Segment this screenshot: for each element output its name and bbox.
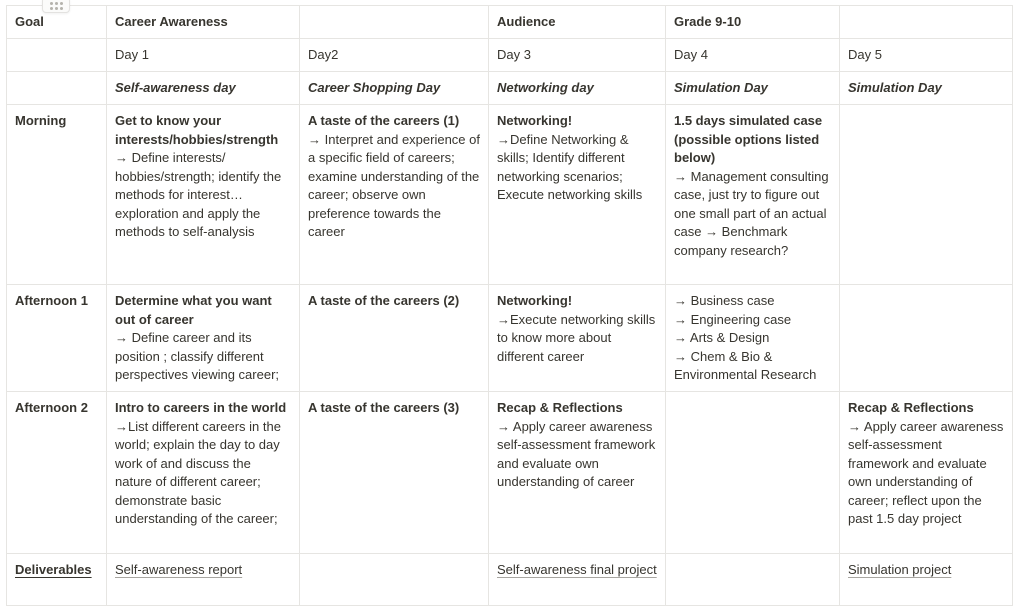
activity-description: → Apply career awareness self-assessment framework and evaluate own understanding of career; reflect upon the past 1.5 day project [848,418,1004,526]
activity-cell[interactable] [489,392,666,554]
activity-cell[interactable] [300,285,489,392]
activity-title: Get to know your interests/hobbies/strength [115,113,279,147]
activity-title: Recap & Reflections [848,400,974,415]
day-cell[interactable] [489,39,666,72]
theme-cell[interactable] [666,72,840,105]
schedule-table [6,5,1013,606]
row-label: Deliverables [15,562,92,577]
goal-value-cell[interactable] [107,6,300,39]
row-label-cell[interactable] [7,105,107,285]
row-label-cell[interactable] [7,554,107,606]
day-label: Day2 [308,47,339,62]
activity-title: A taste of the careers (1) [308,113,460,128]
drag-handle-icon [50,2,63,10]
case-option: → Chem & Bio & Environmental Research [674,348,817,382]
case-option: → Arts & Design [674,330,770,345]
day-cell[interactable] [107,39,300,72]
table-row-themes [7,72,1013,105]
deliverable-cell[interactable] [107,554,300,606]
empty-corner-cell[interactable] [7,39,107,72]
activity-description: → Apply career awareness self-assessment framework and evaluate own understanding of career [497,418,656,489]
day-cell[interactable] [666,39,840,72]
theme-label: Career Shopping Day [308,80,441,95]
table-row-afternoon-1 [7,285,1013,392]
activity-cell[interactable] [666,285,840,392]
activity-description: →Execute networking skills to know more about different career [497,311,656,364]
day-cell[interactable] [840,39,1013,72]
activity-cell[interactable] [300,105,489,285]
empty-corner-cell[interactable] [7,72,107,105]
deliverable-cell[interactable] [666,554,840,606]
theme-cell[interactable] [840,72,1013,105]
activity-cell[interactable] [666,105,840,285]
activity-title: Recap & Reflections [497,400,623,415]
case-option: → Engineering case [674,311,792,327]
activity-title: A taste of the careers (3) [308,400,460,415]
theme-cell[interactable] [107,72,300,105]
row-label-cell[interactable] [7,285,107,392]
audience-value-cell[interactable] [666,6,840,39]
row-label: Afternoon 1 [15,293,88,308]
activity-title: 1.5 days simulated case (possible options listed below) [674,113,823,165]
activity-title: Determine what you want out of career [115,293,272,327]
activity-cell[interactable] [300,392,489,554]
table-row-deliverables [7,554,1013,606]
activity-description: → Define career and its position ; classify different perspectives viewing career; [115,330,280,382]
activity-description: →List different careers in the world; explain the day to day work of and discuss the nature of different career; demonstrate basic understanding of the career; [115,418,281,526]
activity-description: → Define interests/ hobbies/strength; identify the methods for interest… exploration and apply the methods to self-analysis [115,150,282,239]
activity-cell[interactable] [107,105,300,285]
activity-cell[interactable] [666,392,840,554]
table-row-header [7,6,1013,39]
row-label-cell[interactable] [7,392,107,554]
deliverable-cell[interactable] [300,554,489,606]
day-label: Day 5 [848,47,882,62]
deliverable-cell[interactable] [840,554,1013,606]
activity-title: Networking! [497,113,573,128]
activity-description: → Management consulting case, just try to figure out one small part of an actual case → Benchmark company research? [674,168,829,258]
activity-cell[interactable] [840,285,1013,392]
activity-cell[interactable] [840,105,1013,285]
table-drag-handle[interactable] [42,0,70,13]
activity-cell[interactable] [489,285,666,392]
activity-description: →Define Networking & skills; Identify different networking scenarios; Execute networking skills [497,131,643,202]
table-row-morning [7,105,1013,285]
deliverable-cell[interactable] [489,554,666,606]
day-label: Day 3 [497,47,531,62]
theme-label: Simulation Day [848,80,942,95]
audience-label-cell[interactable] [489,6,666,39]
day-label: Day 1 [115,47,149,62]
row-label: Afternoon 2 [15,400,88,415]
deliverable-link[interactable]: Self-awareness final project [497,562,657,577]
theme-cell[interactable] [300,72,489,105]
activity-cell[interactable] [840,392,1013,554]
empty-header-cell[interactable] [300,6,489,39]
activity-description: → Interpret and experience of a specific field of careers; examine understanding of the career; observe own preference towards the career [308,131,480,239]
activity-title: Networking! [497,293,573,308]
activity-cell[interactable] [107,392,300,554]
day-label: Day 4 [674,47,708,62]
table-row-afternoon-2 [7,392,1013,554]
row-label: Morning [15,113,67,128]
table-row-days [7,39,1013,72]
theme-label: Simulation Day [674,80,768,95]
goal-value: Career Awareness [115,14,228,29]
activity-cell[interactable] [107,285,300,392]
activity-title: Intro to careers in the world [115,400,287,415]
audience-label: Audience [497,14,556,29]
theme-cell[interactable] [489,72,666,105]
case-option: → Business case [674,293,775,308]
theme-label: Networking day [497,80,594,95]
deliverable-link[interactable]: Self-awareness report [115,562,243,577]
theme-label: Self-awareness day [115,80,236,95]
empty-header-cell[interactable] [840,6,1013,39]
deliverable-link[interactable]: Simulation project [848,562,952,577]
day-cell[interactable] [300,39,489,72]
goal-label: Goal [15,14,44,29]
activity-title: A taste of the careers (2) [308,293,460,308]
audience-value: Grade 9-10 [674,14,742,29]
activity-cell[interactable] [489,105,666,285]
